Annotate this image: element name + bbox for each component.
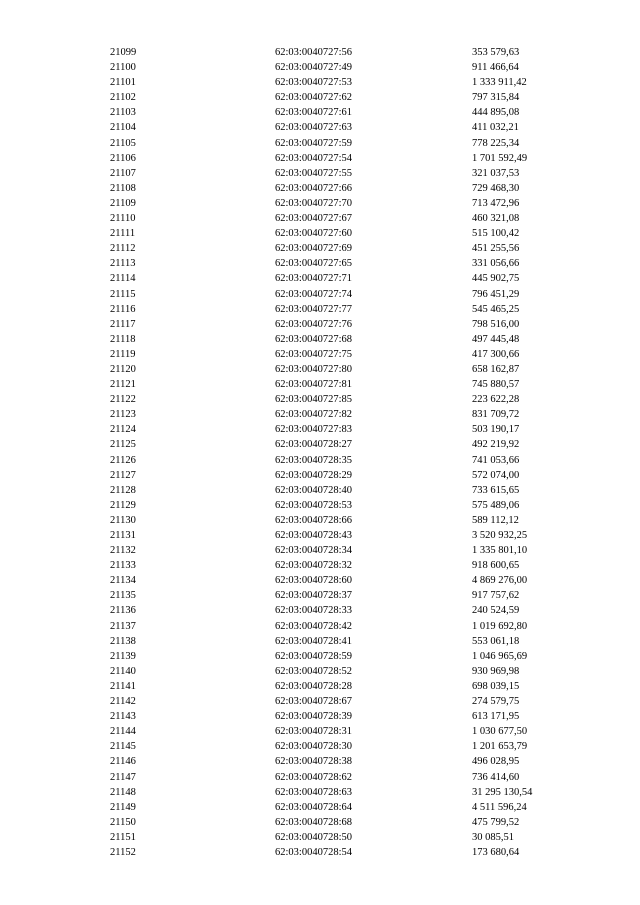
row-number: 21141	[110, 680, 136, 692]
row-number: 21139	[110, 650, 136, 662]
table-row	[110, 271, 560, 286]
table-row	[110, 241, 560, 256]
row-number: 21117	[110, 318, 136, 330]
table-row	[110, 513, 560, 528]
cadastral-number: 62:03:0040727:75	[275, 348, 353, 360]
cadastral-number: 62:03:0040727:77	[275, 303, 353, 315]
cadastral-number: 62:03:0040728:34	[275, 545, 353, 557]
row-number: 21118	[110, 333, 136, 345]
cadastral-value: 736 414,60	[472, 771, 520, 783]
table-row	[110, 664, 560, 679]
cadastral-value: 4 511 596,24	[472, 801, 527, 813]
table-row	[110, 800, 560, 815]
cadastral-number: 62:03:0040727:49	[275, 62, 353, 74]
row-number: 21112	[110, 243, 136, 255]
cadastral-number: 62:03:0040727:60	[275, 228, 353, 240]
cadastral-value: 1 030 677,50	[472, 726, 528, 738]
cadastral-number: 62:03:0040728:54	[275, 846, 353, 858]
row-number: 21132	[110, 545, 136, 557]
table-row	[110, 724, 560, 739]
table-row	[110, 287, 560, 302]
cadastral-number: 62:03:0040727:85	[275, 394, 353, 406]
table-row	[110, 709, 560, 724]
cadastral-value: 223 622,28	[472, 394, 520, 406]
table-row	[110, 528, 560, 543]
cadastral-number: 62:03:0040728:68	[275, 816, 353, 828]
row-number: 21138	[110, 635, 136, 647]
table-row	[110, 196, 560, 211]
cadastral-value: 1 701 592,49	[472, 152, 528, 164]
table-row	[110, 226, 560, 241]
cadastral-number: 62:03:0040727:74	[275, 288, 353, 300]
table-row	[110, 151, 560, 166]
cadastral-number: 62:03:0040728:53	[275, 499, 353, 511]
cadastral-number: 62:03:0040728:38	[275, 756, 353, 768]
cadastral-value: 831 709,72	[472, 409, 520, 421]
cadastral-value: 741 053,66	[472, 454, 520, 466]
cadastral-number: 62:03:0040727:61	[275, 107, 353, 119]
table-row	[110, 603, 560, 618]
cadastral-number: 62:03:0040728:35	[275, 454, 353, 466]
cadastral-value: 1 046 965,69	[472, 650, 528, 662]
cadastral-value: 917 757,62	[472, 590, 520, 602]
cadastral-number: 62:03:0040728:63	[275, 786, 353, 798]
row-number: 21144	[110, 726, 136, 738]
row-number: 21101	[110, 77, 136, 89]
cadastral-value: 713 472,96	[472, 197, 520, 209]
row-number: 21143	[110, 711, 136, 723]
table-row	[110, 60, 560, 75]
table-row	[110, 407, 560, 422]
cadastral-value: 444 895,08	[472, 107, 520, 119]
cadastral-value: 503 190,17	[472, 424, 520, 436]
row-number: 21119	[110, 348, 136, 360]
table-row	[110, 739, 560, 754]
cadastral-number: 62:03:0040728:28	[275, 680, 353, 692]
cadastral-value: 545 465,25	[472, 303, 520, 315]
row-number: 21124	[110, 424, 136, 436]
table-row	[110, 347, 560, 362]
cadastral-value: 30 085,51	[472, 831, 514, 843]
table-row	[110, 830, 560, 845]
table-row	[110, 694, 560, 709]
table-row	[110, 498, 560, 513]
cadastral-value: 797 315,84	[472, 92, 520, 104]
row-number: 21115	[110, 288, 136, 300]
table-row	[110, 362, 560, 377]
cadastral-value: 572 074,00	[472, 469, 520, 481]
table-row	[110, 90, 560, 105]
table-row	[110, 437, 560, 452]
cadastral-number: 62:03:0040727:81	[275, 379, 353, 391]
cadastral-value: 1 333 911,42	[472, 77, 527, 89]
cadastral-number: 62:03:0040728:67	[275, 696, 353, 708]
table-row	[110, 317, 560, 332]
row-number: 21102	[110, 92, 136, 104]
cadastral-value: 497 445,48	[472, 333, 520, 345]
cadastral-number: 62:03:0040728:60	[275, 575, 353, 587]
cadastral-value: 745 880,57	[472, 379, 520, 391]
cadastral-value: 796 451,29	[472, 288, 520, 300]
row-number: 21140	[110, 665, 136, 677]
cadastral-number: 62:03:0040728:66	[275, 514, 353, 526]
cadastral-number: 62:03:0040728:59	[275, 650, 353, 662]
row-number: 21136	[110, 605, 136, 617]
cadastral-value: 353 579,63	[472, 47, 520, 58]
table-row	[110, 453, 560, 468]
cadastral-value: 321 037,53	[472, 167, 520, 179]
cadastral-value: 553 061,18	[472, 635, 520, 647]
row-number: 21104	[110, 122, 136, 134]
cadastral-number: 62:03:0040728:31	[275, 726, 353, 738]
row-number: 21146	[110, 756, 136, 768]
cadastral-number: 62:03:0040727:53	[275, 77, 353, 89]
cadastral-value: 1 019 692,80	[472, 620, 528, 632]
table-row	[110, 754, 560, 769]
row-number: 21148	[110, 786, 136, 798]
cadastral-value: 911 466,64	[472, 62, 519, 74]
row-number: 21122	[110, 394, 136, 406]
row-number: 21105	[110, 137, 136, 149]
cadastral-value: 798 516,00	[472, 318, 520, 330]
cadastral-number: 62:03:0040727:63	[275, 122, 353, 134]
cadastral-value: 475 799,52	[472, 816, 520, 828]
cadastral-value: 515 100,42	[472, 228, 520, 240]
row-number: 21137	[110, 620, 136, 632]
table-row	[110, 377, 560, 392]
cadastral-number: 62:03:0040727:62	[275, 92, 353, 104]
cadastral-value: 173 680,64	[472, 846, 520, 858]
row-number: 21142	[110, 696, 136, 708]
table-row	[110, 468, 560, 483]
table-row	[110, 332, 560, 347]
row-number: 21121	[110, 379, 136, 391]
row-number: 21110	[110, 213, 136, 225]
table-row	[110, 619, 560, 634]
cadastral-number: 62:03:0040728:52	[275, 665, 353, 677]
table-row	[110, 181, 560, 196]
cadastral-number: 62:03:0040728:27	[275, 439, 353, 451]
cadastral-value: 496 028,95	[472, 756, 520, 768]
row-number: 21151	[110, 831, 136, 843]
cadastral-value: 492 219,92	[472, 439, 520, 451]
table-row	[110, 120, 560, 135]
cadastral-value: 589 112,12	[472, 514, 519, 526]
cadastral-value: 417 300,66	[472, 348, 520, 360]
row-number: 21123	[110, 409, 136, 421]
cadastral-value: 4 869 276,00	[472, 575, 528, 587]
cadastral-number: 62:03:0040728:40	[275, 484, 353, 496]
table-row	[110, 558, 560, 573]
row-number: 21131	[110, 530, 136, 541]
table-row	[110, 136, 560, 151]
cadastral-value: 930 969,98	[472, 665, 520, 677]
row-number: 21150	[110, 816, 136, 828]
row-number: 21147	[110, 771, 136, 783]
row-number: 21149	[110, 801, 136, 813]
table-row	[110, 679, 560, 694]
table-row	[110, 649, 560, 664]
cadastral-number: 62:03:0040727:56	[275, 47, 353, 58]
row-number: 21108	[110, 182, 136, 194]
table-row	[110, 166, 560, 181]
row-number: 21133	[110, 560, 136, 572]
cadastral-value: 460 321,08	[472, 213, 520, 225]
cadastral-value: 274 579,75	[472, 696, 520, 708]
table-row	[110, 422, 560, 437]
cadastral-number: 62:03:0040727:54	[275, 152, 353, 164]
cadastral-number: 62:03:0040728:29	[275, 469, 353, 481]
cadastral-number: 62:03:0040727:83	[275, 424, 353, 436]
cadastral-value: 698 039,15	[472, 680, 520, 692]
cadastral-value: 1 335 801,10	[472, 545, 528, 557]
table-row	[110, 256, 560, 271]
table-row	[110, 770, 560, 785]
cadastral-number: 62:03:0040727:68	[275, 333, 353, 345]
cadastral-value: 240 524,59	[472, 605, 520, 617]
cadastral-number: 62:03:0040728:39	[275, 711, 353, 723]
cadastral-number: 62:03:0040728:41	[275, 635, 353, 647]
cadastral-number: 62:03:0040727:80	[275, 363, 353, 375]
cadastral-value: 658 162,87	[472, 363, 520, 375]
cadastral-number: 62:03:0040728:43	[275, 530, 353, 541]
cadastral-value: 575 489,06	[472, 499, 520, 511]
cadastral-number: 62:03:0040728:64	[275, 801, 353, 813]
row-number: 21106	[110, 152, 136, 164]
table-row	[110, 302, 560, 317]
cadastral-number: 62:03:0040727:69	[275, 243, 353, 255]
row-number: 21113	[110, 258, 136, 270]
cadastral-value: 331 056,66	[472, 258, 520, 270]
row-number: 21116	[110, 303, 136, 315]
cadastral-value: 411 032,21	[472, 122, 519, 134]
row-number: 21120	[110, 363, 136, 375]
row-number: 21125	[110, 439, 136, 451]
row-number: 21127	[110, 469, 136, 481]
row-number: 21135	[110, 590, 136, 602]
row-number: 21103	[110, 107, 136, 119]
table-row	[110, 785, 560, 800]
cadastral-value: 613 171,95	[472, 711, 520, 723]
cadastral-number: 62:03:0040728:33	[275, 605, 353, 617]
cadastral-value: 729 468,30	[472, 182, 520, 194]
table-row	[110, 634, 560, 649]
cadastral-number: 62:03:0040728:50	[275, 831, 353, 843]
row-number: 21109	[110, 197, 136, 209]
cadastral-number: 62:03:0040727:71	[275, 273, 353, 285]
cadastral-number: 62:03:0040727:55	[275, 167, 353, 179]
table-row	[110, 815, 560, 830]
cadastral-value-table	[110, 45, 560, 860]
table-row	[110, 105, 560, 120]
row-number: 21126	[110, 454, 136, 466]
cadastral-value: 445 902,75	[472, 273, 520, 285]
cadastral-number: 62:03:0040728:32	[275, 560, 353, 572]
cadastral-number: 62:03:0040727:65	[275, 258, 353, 270]
cadastral-value: 31 295 130,54	[472, 786, 533, 798]
cadastral-number: 62:03:0040728:62	[275, 771, 353, 783]
cadastral-number: 62:03:0040728:42	[275, 620, 353, 632]
cadastral-value: 451 255,56	[472, 243, 520, 255]
table-row	[110, 211, 560, 226]
row-number: 21099	[110, 47, 137, 58]
row-number: 21111	[110, 228, 136, 240]
table-row	[110, 588, 560, 603]
cadastral-number: 62:03:0040727:67	[275, 213, 353, 225]
row-number: 21128	[110, 484, 136, 496]
row-number: 21114	[110, 273, 136, 285]
table-row	[110, 543, 560, 558]
row-number: 21145	[110, 741, 136, 753]
row-number: 21134	[110, 575, 136, 587]
cadastral-value: 3 520 932,25	[472, 530, 528, 541]
row-number: 21152	[110, 846, 136, 858]
row-number: 21130	[110, 514, 136, 526]
table-row	[110, 392, 560, 407]
table-row	[110, 845, 560, 860]
cadastral-number: 62:03:0040727:76	[275, 318, 353, 330]
table-row	[110, 573, 560, 588]
table-row	[110, 45, 560, 60]
row-number: 21107	[110, 167, 136, 179]
cadastral-value: 778 225,34	[472, 137, 520, 149]
row-number: 21129	[110, 499, 136, 511]
cadastral-number: 62:03:0040727:59	[275, 137, 353, 149]
cadastral-number: 62:03:0040728:37	[275, 590, 353, 602]
cadastral-value: 733 615,65	[472, 484, 520, 496]
cadastral-number: 62:03:0040728:30	[275, 741, 353, 753]
cadastral-value: 918 600,65	[472, 560, 520, 572]
cadastral-number: 62:03:0040727:70	[275, 197, 353, 209]
cadastral-value: 1 201 653,79	[472, 741, 528, 753]
table-row	[110, 483, 560, 498]
cadastral-number: 62:03:0040727:82	[275, 409, 353, 421]
row-number: 21100	[110, 62, 136, 74]
cadastral-number: 62:03:0040727:66	[275, 182, 353, 194]
table-row	[110, 75, 560, 90]
